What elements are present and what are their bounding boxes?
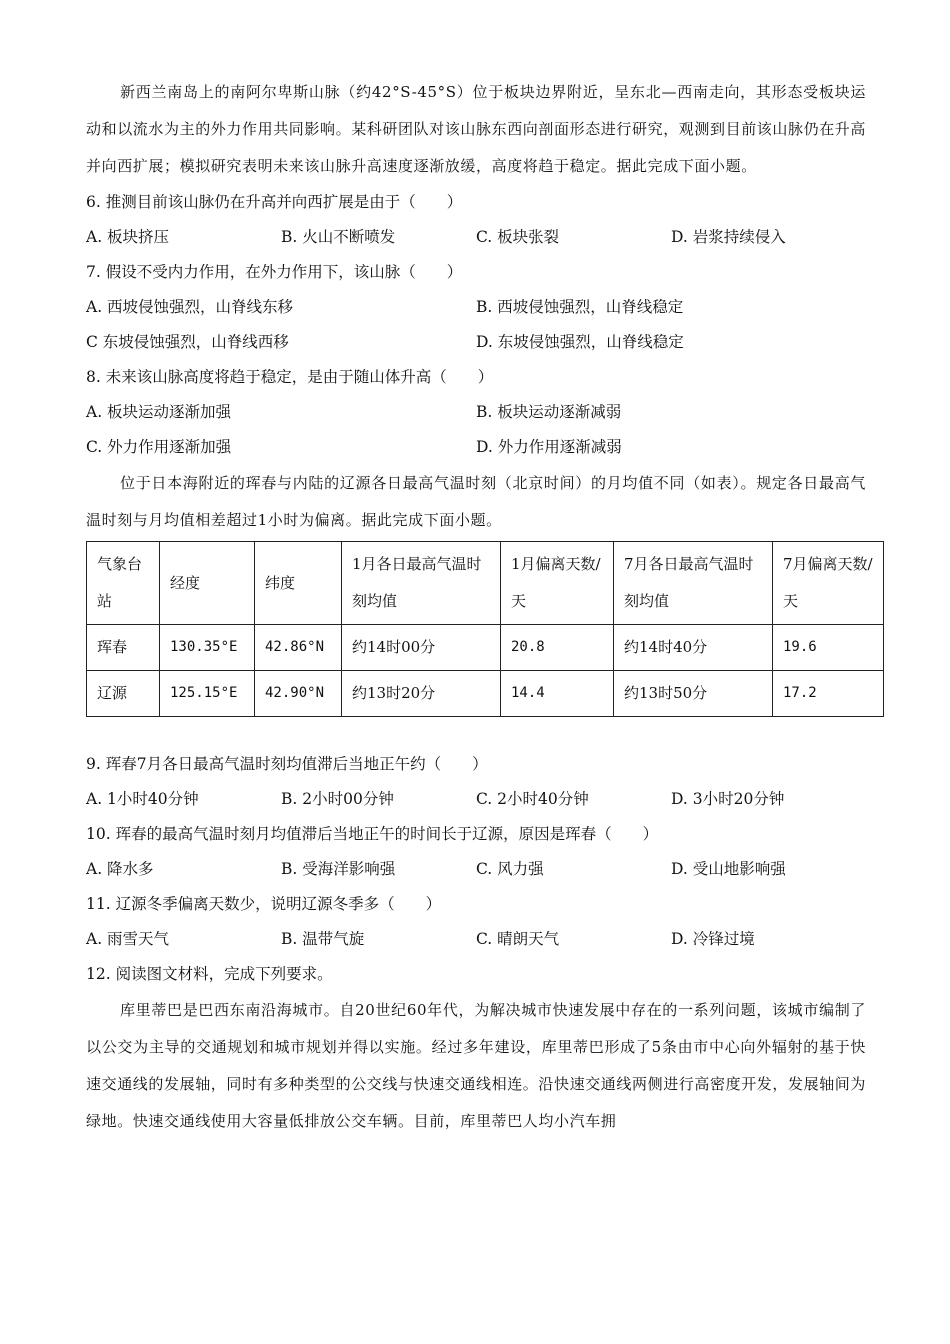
jul-days-cell: 17.2	[773, 671, 884, 717]
passage-temperature: 位于日本海附近的珲春与内陆的辽源各日最高气温时刻（北京时间）的月均值不同（如表）。规定各日最高气温时刻与月均值相差超过1小时为偏离。据此完成下面小题。	[86, 474, 866, 529]
question-7-options-row2	[86, 325, 866, 360]
option-a: A. 板块运动逐渐加强	[86, 403, 232, 421]
jan-days-cell: 20.8	[501, 625, 614, 671]
header-cell: 7月偏离天数/天	[773, 542, 884, 625]
jul-time-cell: 约13时50分	[614, 671, 773, 717]
option-b: B. 温带气旋	[281, 930, 365, 948]
table-header-row	[87, 542, 884, 625]
latitude-cell: 42.90°N	[255, 671, 342, 717]
option-a: A. 降水多	[86, 860, 154, 878]
option-c: C. 板块张裂	[476, 228, 560, 246]
exam-page	[86, 74, 873, 1140]
question-6-options	[86, 220, 866, 255]
passage-curitiba: 库里蒂巴是巴西东南沿海城市。自20世纪60年代，为解决城市快速发展中存在的一系列问题，该城市编制了以公交为主导的交通规划和城市规划并得以实施。经过多年建设，库里蒂巴形成了5条由市中心向外辐射的基于快速交通线的发展轴，同时有多种类型的公交线与快速交通线相连。沿快速交通线两侧进行高密度开发，发展轴间为绿地。快速交通线使用大容量低排放公交车辆。目前，库里蒂巴人均小汽车拥	[86, 1001, 867, 1130]
option-c: C. 风力强	[476, 860, 544, 878]
option-a: A. 板块挤压	[86, 228, 170, 246]
longitude-cell: 125.15°E	[160, 671, 255, 717]
question-7: 7. 假设不受内力作用，在外力作用下，该山脉（ ）	[86, 263, 463, 281]
header-cell: 1月偏离天数/天	[501, 542, 614, 625]
station-cell: 珲春	[87, 625, 160, 671]
option-d: D. 岩浆持续侵入	[671, 228, 786, 246]
question-6: 6. 推测目前该山脉仍在升高并向西扩展是由于（ ）	[86, 193, 463, 211]
option-d: D. 3小时20分钟	[671, 790, 785, 808]
header-cell: 纬度	[255, 542, 342, 625]
option-a: A. 西坡侵蚀强烈，山脊线东移	[86, 298, 294, 316]
option-d: D. 东坡侵蚀强烈，山脊线稳定	[476, 333, 684, 351]
option-b: B. 西坡侵蚀强烈，山脊线稳定	[476, 298, 684, 316]
question-9-options	[86, 782, 866, 817]
option-d: D. 受山地影响强	[671, 860, 786, 878]
option-c: C. 2小时40分钟	[476, 790, 589, 808]
header-cell: 1月各日最高气温时刻均值	[342, 542, 501, 625]
option-c: C. 外力作用逐渐加强	[86, 438, 232, 456]
option-b: B. 受海洋影响强	[281, 860, 396, 878]
jan-time-cell: 约13时20分	[342, 671, 501, 717]
weather-station-table	[86, 541, 884, 717]
header-cell: 经度	[160, 542, 255, 625]
table-row	[87, 625, 884, 671]
option-b: B. 板块运动逐渐减弱	[476, 403, 622, 421]
question-11-options	[86, 922, 866, 957]
header-cell: 7月各日最高气温时刻均值	[614, 542, 773, 625]
jul-days-cell: 19.6	[773, 625, 884, 671]
question-9: 9. 珲春7月各日最高气温时刻均值滞后当地正午约（ ）	[86, 755, 488, 773]
option-b: B. 2小时00分钟	[281, 790, 394, 808]
option-b: B. 火山不断喷发	[281, 228, 396, 246]
question-10-options	[86, 852, 866, 887]
option-a: A. 雨雪天气	[86, 930, 170, 948]
option-c: C. 晴朗天气	[476, 930, 560, 948]
option-d: D. 外力作用逐渐减弱	[476, 438, 622, 456]
passage-new-zealand: 新西兰南岛上的南阿尔卑斯山脉（约42°S-45°S）位于板块边界附近，呈东北—西南走向，其形态受板块运动和以流水为主的外力作用共同影响。某科研团队对该山脉东西向剖面形态进行研究，观测到目前该山脉仍在升高并向西扩展；模拟研究表明未来该山脉升高速度逐渐放缓，高度将趋于稳定。据此完成下面小题。	[86, 83, 867, 175]
option-a: A. 1小时40分钟	[86, 790, 199, 808]
question-8-options-row1	[86, 395, 866, 430]
jan-days-cell: 14.4	[501, 671, 614, 717]
option-c: C 东坡侵蚀强烈，山脊线西移	[86, 333, 289, 351]
question-7-options-row1	[86, 290, 866, 325]
question-12: 12. 阅读图文材料，完成下列要求。	[86, 965, 333, 983]
jan-time-cell: 约14时00分	[342, 625, 501, 671]
jul-time-cell: 约14时40分	[614, 625, 773, 671]
option-d: D. 冷锋过境	[671, 930, 755, 948]
question-8: 8. 未来该山脉高度将趋于稳定，是由于随山体升高（ ）	[86, 368, 494, 386]
question-8-options-row2	[86, 430, 866, 465]
station-cell: 辽源	[87, 671, 160, 717]
question-10: 10. 珲春的最高气温时刻月均值滞后当地正午的时间长于辽源，原因是珲春（ ）	[86, 825, 659, 843]
latitude-cell: 42.86°N	[255, 625, 342, 671]
table-row	[87, 671, 884, 717]
header-cell: 气象台站	[87, 542, 160, 625]
longitude-cell: 130.35°E	[160, 625, 255, 671]
question-11: 11. 辽源冬季偏离天数少，说明辽源冬季多（ ）	[86, 895, 442, 913]
